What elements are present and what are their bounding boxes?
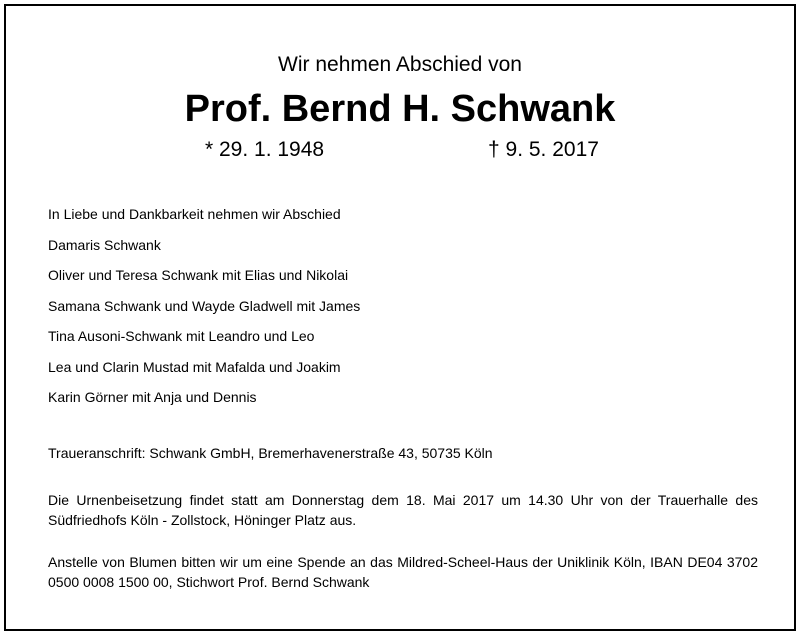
mourners-list [48,204,360,418]
mourner-line: In Liebe und Dankbarkeit nehmen wir Abschied [48,206,341,222]
mourner-line: Damaris Schwank [48,236,161,253]
burial-info: Die Urnenbeisetzung findet statt am Donnerstag dem 18. Mai 2017 um 14.30 Uhr von der Trauerhalle des Südfriedhofs Köln - Zollstock, Höninger Platz aus. [48,492,758,528]
mourner-line: Karin Görner mit Anja und Dennis [48,389,257,405]
mourner-line: Oliver und Teresa Schwank mit Elias und Nikolai [48,267,349,283]
death-date: † 9. 5. 2017 [488,138,599,161]
birth-date: * 29. 1. 1948 [205,138,325,161]
obituary-frame [4,4,796,631]
donation-info: Anstelle von Blumen bitten wir um eine Spende an das Mildred-Scheel-Haus der Uniklinik Köln, IBAN DE04 3702 0500 0008 1500 00, Stichwort Prof. Bernd Schwank [48,554,758,590]
mourner-line: Samana Schwank und Wayde Gladwell mit James [48,297,361,314]
intro-heading: Wir nehmen Abschied von [278,53,522,76]
mourner-line: Lea und Clarin Mustad mit Mafalda und Joakim [48,358,341,375]
deceased-name: Prof. Bernd H. Schwank [184,88,616,130]
mourner-line: Tina Ausoni-Schwank mit Leandro und Leo [48,328,315,344]
condolence-address: Traueranschrift: Schwank GmbH, Bremerhavenerstraße 43, 50735 Köln [48,445,493,461]
